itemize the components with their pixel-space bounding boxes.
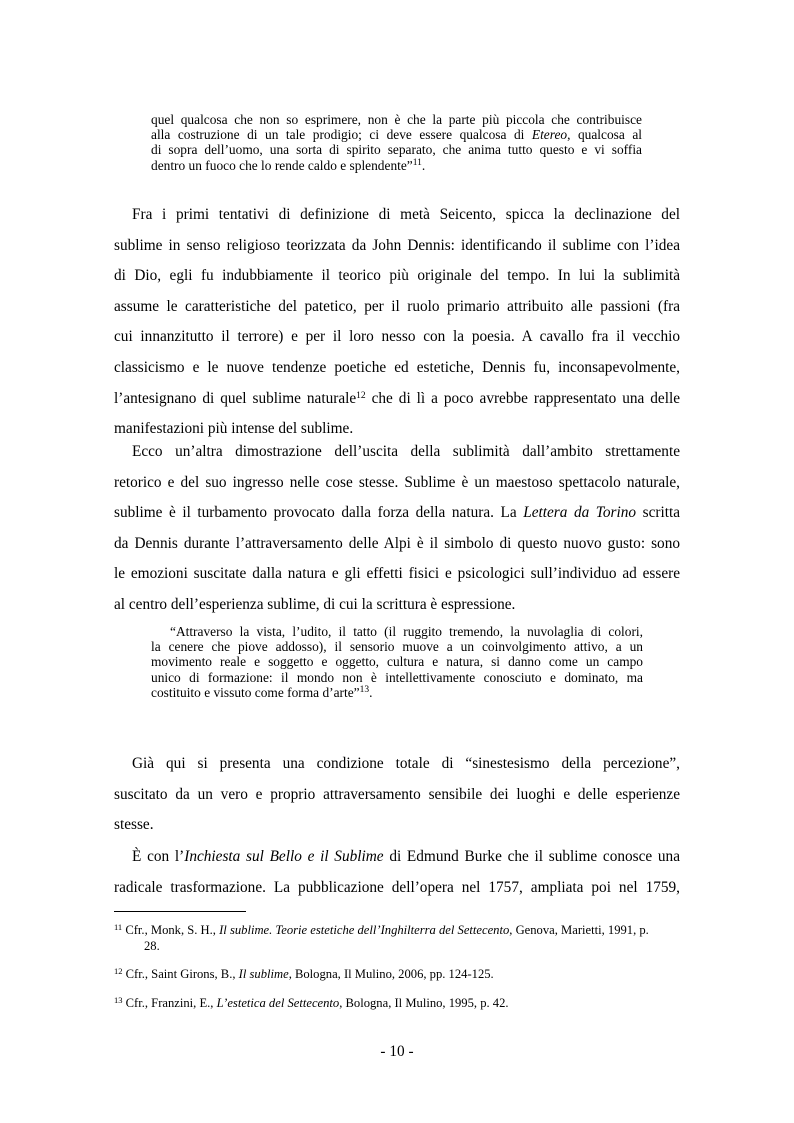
- quote-line: di sopra dell’uomo, una sorta di spirito separato, che anima tutto questo e vi soffia: [151, 142, 642, 158]
- text-line: È con l’Inchiesta sul Bello e il Sublime di Edmund Burke che il sublime conosce una: [132, 848, 680, 865]
- paragraph-4: [114, 842, 680, 903]
- quote-line: la cenere che piove addosso), il sensorio muove a un coinvolgimento attivo, a un: [151, 639, 643, 655]
- emphasis: L’estetica del Settecento: [216, 996, 340, 1010]
- text-line: l’antesignano di quel sublime naturale$^{12}$ che di lì a poco avrebbe rappresentato una delle: [114, 389, 680, 407]
- footnote-number: 13: [114, 995, 123, 1005]
- footnote-ref: 11: [412, 157, 422, 168]
- text-line: sublime è il turbamento provocato dalla forza della natura. La Lettera da Torino scritta: [114, 504, 680, 522]
- text-line: di Dio, egli fu indubbiamente il teorico più originale del tempo. In lui la sublimità: [114, 267, 680, 285]
- footnote-11: $^{11}$ Cfr., Monk, S. H., Il sublime. Teorie estetiche dell’Inghilterra del Settecento, Genova, Marietti, 1991, p. 28.: [114, 922, 682, 954]
- text-line: cui innanzitutto il terrore) e per il loro nesso con la poesia. A cavallo fra il vecchio: [114, 328, 680, 346]
- quote-line: unico di formazione: il mondo non è intellettivamente conosciuto e dominato, ma: [151, 669, 643, 685]
- paragraph-2: [114, 437, 680, 621]
- block-quote-2: [151, 624, 643, 700]
- emphasis: Il sublime: [238, 967, 289, 981]
- text-line: da Dennis durante l’attraversamento delle Alpi è il simbolo di questo nuovo gusto: sono: [114, 534, 680, 552]
- quote-line: “Attraverso la vista, l’udito, il tatto (il ruggito tremendo, la nuvolaglia di colori,: [170, 624, 643, 639]
- text-line: sublime in senso religioso teorizzata da John Dennis: identificando il sublime con l’idea: [114, 236, 680, 254]
- text-line: radicale trasformazione. La pubblicazione dell’opera nel 1757, ampliata poi nel 1759,: [114, 878, 680, 896]
- quote-line: quel qualcosa che non so esprimere, non è che la parte più piccola che contribuisce: [151, 112, 642, 127]
- text-line: le emozioni suscitate dalla natura e gli effetti fisici e psicologici sull’individuo ad essere: [114, 565, 680, 583]
- quote-line: alla costruzione di un tale prodigio; ci deve essere qualcosa di Etereo, qualcosa al: [151, 127, 642, 143]
- footnote-separator: [114, 911, 246, 912]
- footnote-ref: 13: [359, 684, 370, 695]
- paragraph-3: [114, 749, 680, 841]
- emphasis: Lettera da Torino: [523, 504, 637, 522]
- text-line: retorico e del suo ingresso nelle cose stesse. Sublime è un maestoso spettacolo naturale,: [114, 473, 680, 491]
- emphasis: Inchiesta sul Bello e il Sublime: [184, 848, 384, 865]
- emphasis: Il sublime. Teorie estetiche dell’Inghilterra del Settecento: [219, 923, 510, 937]
- text-line: manifestazioni più intense del sublime.: [114, 420, 354, 438]
- footnote-ref: 12: [356, 390, 366, 401]
- footnote-13: $^{13}$ Cfr., Franzini, E., L’estetica del Settecento, Bologna, Il Mulino, 1995, p. 42.: [114, 995, 509, 1010]
- text-line: suscitato da un vero e proprio attraversamento sensibile dei luoghi e delle esperienze: [114, 785, 680, 803]
- page-number: - 10 -: [380, 1043, 414, 1060]
- footnote-number: 11: [114, 922, 123, 932]
- text-line: stesse.: [114, 816, 154, 834]
- footnote-continuation: 28.: [144, 939, 160, 953]
- text-line: classicismo e le nuove tendenze poetiche ed estetiche, Dennis fu, inconsapevolmente,: [114, 358, 680, 376]
- text-line: Già qui si presenta una condizione totale di “sinestesismo della percezione”,: [132, 755, 680, 772]
- footnote-number: 12: [114, 966, 123, 976]
- text-line: al centro dell’esperienza sublime, di cui la scrittura è espressione.: [114, 595, 516, 613]
- quote-line: dentro un fuoco che lo rende caldo e splendente”$^{11}$.: [151, 157, 426, 173]
- emphasis: Etereo: [531, 127, 568, 143]
- block-quote-1: [151, 112, 642, 173]
- paragraph-1: [114, 200, 680, 445]
- text-line: Fra i primi tentativi di definizione di metà Seicento, spicca la declinazione del: [132, 206, 680, 223]
- text-line: assume le caratteristiche del patetico, per il ruolo primario attribuito alle passioni (fra: [114, 297, 680, 315]
- quote-line: movimento reale e soggetto e oggetto, cultura e natura, si danno come un campo: [151, 654, 643, 670]
- text-line: Ecco un’altra dimostrazione dell’uscita della sublimità dall’ambito strettamente: [132, 443, 680, 460]
- quote-line: costituito e vissuto come forma d’arte”$^{13}$.: [151, 684, 373, 700]
- footnote-12: $^{12}$ Cfr., Saint Girons, B., Il sublime, Bologna, Il Mulino, 2006, pp. 124-125.: [114, 966, 494, 981]
